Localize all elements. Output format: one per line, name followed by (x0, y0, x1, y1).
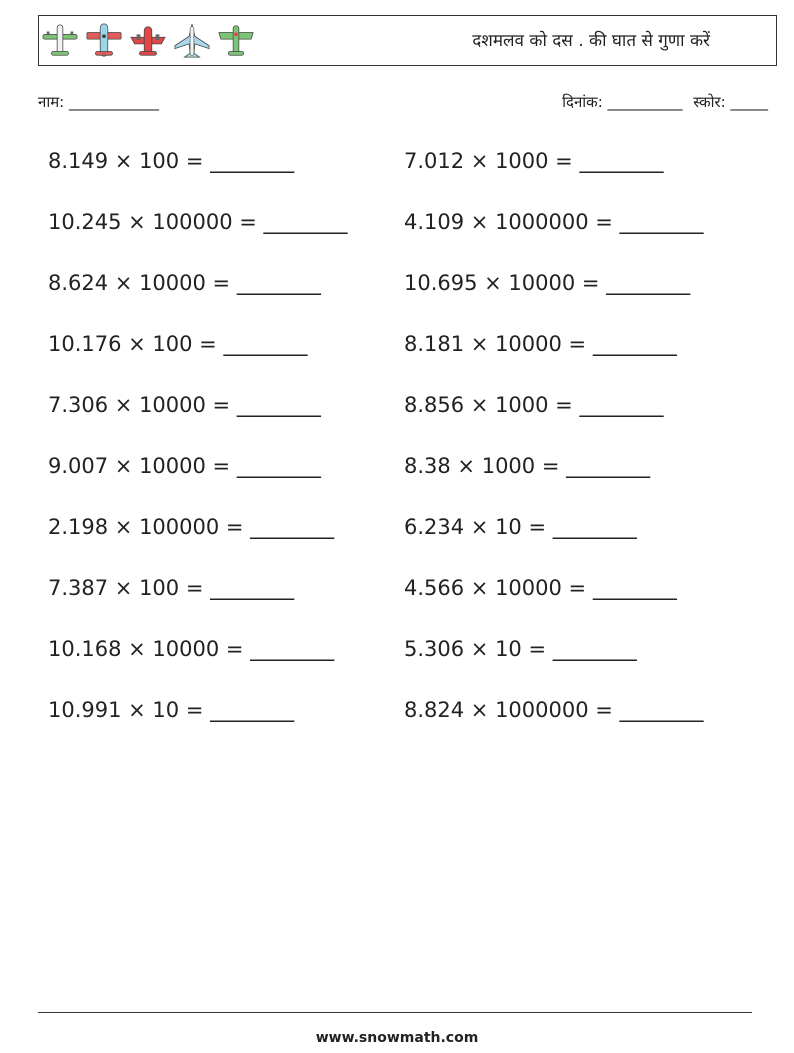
problem-left-4: 10.176 × 100 = ________ (48, 332, 308, 356)
problem-right-3: 10.695 × 10000 = ________ (404, 271, 691, 295)
problem-left-2: 10.245 × 100000 = ________ (48, 210, 348, 234)
problem-left-9: 10.168 × 10000 = ________ (48, 637, 335, 661)
score-field: स्कोर: _____ (693, 93, 768, 111)
problem-left-3: 8.624 × 10000 = ________ (48, 271, 321, 295)
problem-left-8: 7.387 × 100 = ________ (48, 576, 295, 600)
problem-right-6: 8.38 × 1000 = ________ (404, 454, 651, 478)
problem-left-6: 9.007 × 10000 = ________ (48, 454, 321, 478)
problem-left-1: 8.149 × 100 = ________ (48, 149, 295, 173)
problem-right-1: 7.012 × 1000 = ________ (404, 149, 664, 173)
name-field: नाम: ____________ (38, 93, 160, 111)
problem-right-7: 6.234 × 10 = ________ (404, 515, 637, 539)
problem-right-2: 4.109 × 1000000 = ________ (404, 210, 704, 234)
problem-left-5: 7.306 × 10000 = ________ (48, 393, 321, 417)
problem-right-5: 8.856 × 1000 = ________ (404, 393, 664, 417)
date-field: दिनांक: __________ (562, 93, 683, 111)
problem-left-7: 2.198 × 100000 = ________ (48, 515, 335, 539)
problem-right-4: 8.181 × 10000 = ________ (404, 332, 677, 356)
problem-right-9: 5.306 × 10 = ________ (404, 637, 637, 661)
problem-right-8: 4.566 × 10000 = ________ (404, 576, 677, 600)
worksheet-title: दशमलव को दस . की घात से गुणा करें (472, 31, 710, 51)
problem-left-10: 10.991 × 10 = ________ (48, 698, 295, 722)
footer-url: www.snowmath.com (315, 1030, 479, 1046)
footer-divider (38, 1012, 752, 1013)
problem-right-10: 8.824 × 1000000 = ________ (404, 698, 704, 722)
